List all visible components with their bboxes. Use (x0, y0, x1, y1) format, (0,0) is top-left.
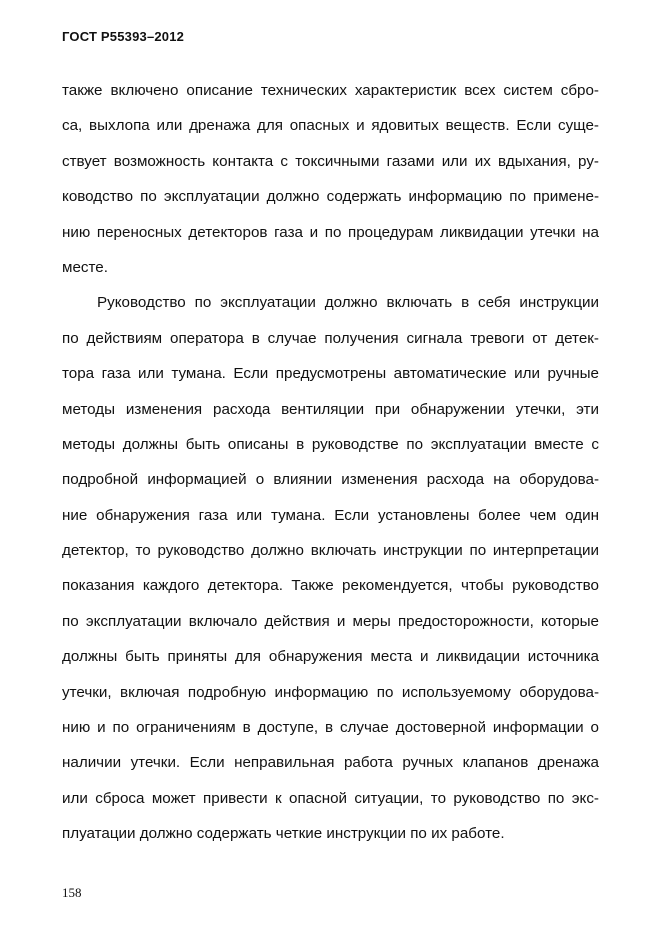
text-line: также включено описание технических характеристик всех систем сбро- (62, 82, 599, 99)
text-line: подробной информацией о влиянии изменения расхода на оборудова- (62, 471, 599, 489)
text-line: показания каждого детектора. Также рекомендуется, чтобы руководство (62, 577, 599, 595)
text-line: утечки, включая подробную информацию по используемому оборудова- (62, 683, 599, 701)
text-line: по эксплуатации включало действия и меры предосторожности, которые (62, 612, 599, 630)
text-line: или сброса может привести к опасной ситуации, то руководство по экс- (62, 789, 599, 807)
text-line: ние обнаружения газа или тумана. Если установлены более чем один (62, 506, 599, 524)
text-line: наличии утечки. Если неправильная работа ручных клапанов дренажа (62, 754, 599, 772)
text-line: должны быть приняты для обнаружения места и ликвидации источника (62, 648, 599, 666)
paragraph-2 (62, 285, 599, 851)
text-line: по действиям оператора в случае получения сигнала тревоги от детек- (62, 329, 599, 347)
text-line: ствует возможность контакта с токсичными газами или их вдыхания, ру- (62, 152, 599, 170)
paragraph-1 (62, 73, 599, 285)
text-line: методы изменения расхода вентиляции при обнаружении утечки, эти (62, 400, 599, 418)
body-text (62, 73, 599, 852)
text-line: нию переносных детекторов газа и по процедурам ликвидации утечки на (62, 223, 599, 241)
text-line: Руководство по эксплуатации должно включать в себя инструкции (97, 294, 599, 312)
text-line: плуатации должно содержать четкие инструкции по их работе. (62, 825, 505, 843)
text-line: тора газа или тумана. Если предусмотрены автоматические или ручные (62, 365, 599, 383)
text-line: детектор, то руководство должно включать инструкции по интерпретации (62, 542, 599, 560)
text-line: методы должны быть описаны в руководстве по эксплуатации вместе с (62, 435, 599, 453)
text-line: нию и по ограничениям в доступе, в случае достоверной информации о (62, 719, 599, 737)
document-code-header: ГОСТ Р55393–2012 (62, 29, 185, 44)
text-line: са, выхлопа или дренажа для опасных и ядовитых веществ. Если суще- (62, 117, 599, 135)
text-line: месте. (62, 258, 108, 276)
page-number: 158 (62, 885, 82, 900)
text-line: ководство по эксплуатации должно содержать информацию по примене- (62, 188, 599, 206)
